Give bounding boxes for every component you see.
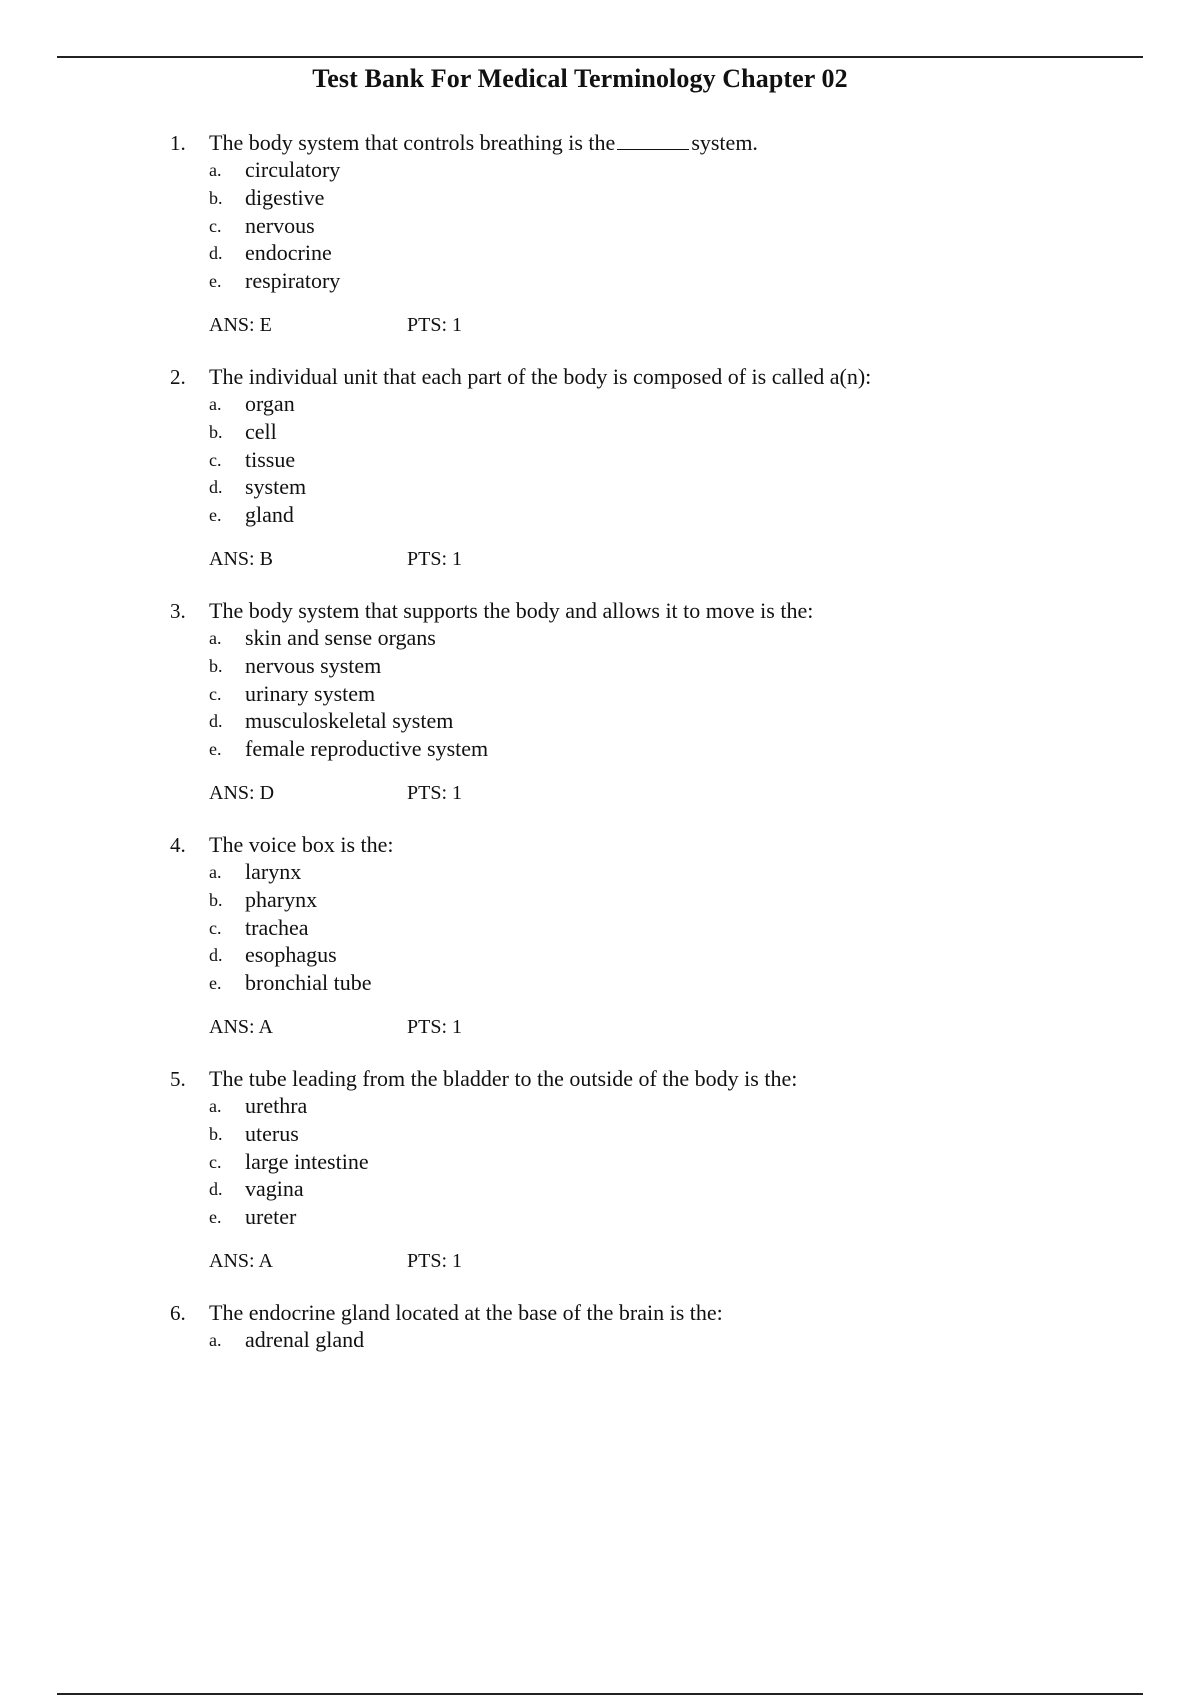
question-text: The tube leading from the bladder to the outside of the body is the: (209, 1066, 798, 1091)
choice-text: respiratory (245, 268, 341, 294)
choice-text: adrenal gland (245, 1327, 365, 1352)
choice-letter: e. (209, 1207, 222, 1228)
choice-letter: a. (209, 1330, 222, 1350)
choice-text: trachea (245, 914, 309, 940)
choice-letter: a. (209, 160, 222, 180)
choice-text: endocrine (245, 240, 332, 266)
points-value: PTS: 1 (407, 548, 463, 570)
question-list (0, 128, 1200, 1532)
choice-letter: b. (209, 1123, 223, 1144)
choice-text: pharynx (245, 886, 318, 912)
answer-key: ANS: D (209, 782, 275, 804)
choice-text: cell (245, 418, 277, 444)
choice-text: urethra (245, 1093, 308, 1118)
points-value: PTS: 1 (407, 1016, 463, 1038)
answer-key: ANS: A (209, 1016, 273, 1038)
choice-letter: c. (209, 683, 222, 704)
question-number: 2. (170, 365, 186, 389)
choice-letter: a. (209, 394, 222, 414)
choice-letter: b. (209, 655, 223, 676)
choice-letter: e. (209, 271, 222, 292)
answer-key: ANS: B (209, 548, 273, 570)
question-number: 4. (170, 833, 186, 857)
choice-text: organ (245, 391, 295, 416)
choice-text: urinary system (245, 680, 376, 706)
top-rule (57, 56, 1143, 58)
choice-letter: e. (209, 739, 222, 760)
choice-text: circulatory (245, 157, 341, 182)
choice-letter: d. (209, 477, 223, 498)
choice-text: bronchial tube (245, 970, 372, 996)
choice-text: female reproductive system (245, 736, 489, 762)
choice-text: musculoskeletal system (245, 708, 454, 734)
choice-letter: a. (209, 628, 222, 648)
choice-text: ureter (245, 1204, 297, 1230)
choice-letter: c. (209, 917, 222, 938)
choice-text: nervous (245, 212, 315, 238)
choice-letter: d. (209, 945, 223, 966)
question-text: The voice box is the: (209, 832, 394, 857)
choice-text: nervous system (245, 652, 382, 678)
question-number: 6. (170, 1301, 186, 1325)
choice-letter: b. (209, 187, 223, 208)
question-text (209, 128, 758, 158)
question-text: The body system that supports the body and allows it to move is the: (209, 598, 814, 623)
question-text-after-blank: system. (691, 130, 758, 155)
question-number: 3. (170, 599, 186, 623)
question-text: The individual unit that each part of the body is composed of is called a(n): (209, 364, 872, 389)
question-text: The endocrine gland located at the base of the brain is the: (209, 1300, 723, 1325)
choice-letter: a. (209, 1096, 222, 1116)
question-1 (0, 128, 1200, 362)
choice-text: larynx (245, 859, 302, 884)
page-title: Test Bank For Medical Terminology Chapter 02 (312, 64, 848, 93)
choice-text: uterus (245, 1120, 299, 1146)
choice-letter: c. (209, 1151, 222, 1172)
choice-letter: d. (209, 243, 223, 264)
question-2 (0, 362, 1200, 596)
question-number: 5. (170, 1067, 186, 1091)
question-text-before-blank: The body system that controls breathing is the (209, 130, 616, 155)
choice-text: esophagus (245, 942, 337, 968)
points-value: PTS: 1 (407, 782, 463, 804)
question-5 (0, 1064, 1200, 1298)
answer-key: ANS: E (209, 314, 272, 336)
choice-letter: e. (209, 505, 222, 526)
question-3 (0, 596, 1200, 830)
question-6 (0, 1298, 1200, 1532)
choice-text: skin and sense organs (245, 625, 436, 650)
choice-text: gland (245, 502, 294, 528)
choice-text: system (245, 474, 307, 500)
choice-letter: c. (209, 449, 222, 470)
choice-letter: b. (209, 889, 223, 910)
choice-letter: d. (209, 711, 223, 732)
choice-letter: b. (209, 421, 223, 442)
question-4 (0, 830, 1200, 1064)
choice-letter: a. (209, 862, 222, 882)
choice-text: digestive (245, 184, 325, 210)
bottom-rule (57, 1693, 1143, 1695)
choice-text: vagina (245, 1176, 304, 1202)
question-number: 1. (170, 131, 186, 155)
choice-letter: d. (209, 1179, 223, 1200)
choice-letter: c. (209, 215, 222, 236)
choice-text: tissue (245, 446, 296, 472)
choice-text: large intestine (245, 1148, 369, 1174)
answer-key: ANS: A (209, 1250, 273, 1272)
points-value: PTS: 1 (407, 314, 463, 336)
points-value: PTS: 1 (407, 1250, 463, 1272)
choice-letter: e. (209, 973, 222, 994)
fill-in-blank (617, 131, 689, 150)
